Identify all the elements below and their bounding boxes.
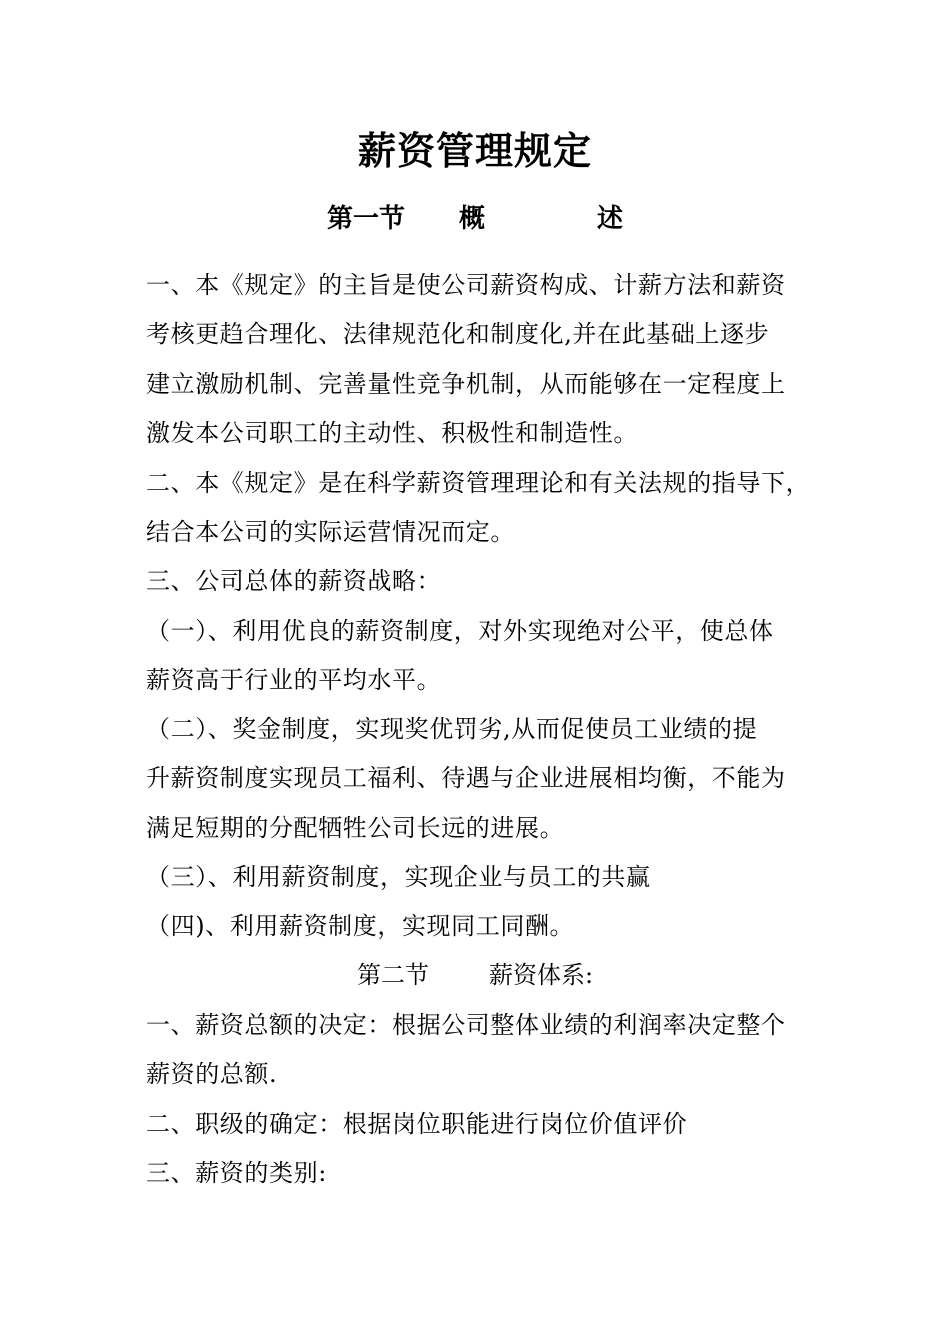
document-title: 薪资管理规定	[357, 128, 592, 173]
section-1-word-2: 述	[597, 204, 624, 234]
paragraph-line: 一、本《规定》的主旨是使公司薪资构成、计薪方法和薪资	[146, 271, 786, 299]
paragraph-line: 二、本《规定》是在科学薪资管理理论和有关法规的指导下，	[146, 469, 811, 497]
section-heading-2	[0, 957, 950, 993]
paragraph-line: 三、公司总体的薪资战略：	[146, 567, 442, 595]
section-2-word: 薪资体系:	[488, 961, 594, 989]
paragraph-line: 三、薪资的类别:	[146, 1159, 327, 1187]
paragraph-line: 升薪资制度实现员工福利、待遇与企业进展相均衡，不能为	[146, 764, 786, 792]
paragraph-line: （四)、利用薪资制度，实现同工同酬。	[146, 912, 575, 940]
paragraph-line: （三）、利用薪资制度，实现企业与员工的共赢	[146, 863, 651, 891]
paragraph-line: （二）、奖金制度，实现奖优罚劣,从而促使员工业绩的提	[146, 715, 758, 743]
paragraph-line: 结合本公司的实际运营情况而定。	[146, 518, 515, 546]
section-1-label: 第一节	[326, 204, 405, 234]
paragraph-line: 满足短期的分配牺牲公司长远的进展。	[146, 814, 565, 842]
section-heading-1	[0, 201, 950, 237]
paragraph-line: 薪资高于行业的平均水平。	[146, 666, 442, 694]
section-2-label: 第二节	[356, 961, 429, 989]
paragraph-line: （一）、利用优良的薪资制度，对外实现绝对公平，使总体	[146, 617, 774, 645]
paragraph-line: 建立激励机制、完善量性竞争机制，从而能够在一定程度上	[146, 370, 786, 398]
paragraph-line: 二、职级的确定：根据岗位职能进行岗位价值评价	[146, 1110, 688, 1138]
paragraph-line: 一、薪资总额的决定：根据公司整体业绩的利润率决定整个	[146, 1011, 786, 1039]
section-1-word-1: 概	[458, 204, 485, 234]
paragraph-line: 考核更趋合理化、法律规范化和制度化,并在此基础上逐步	[146, 320, 770, 348]
paragraph-line: 激发本公司职工的主动性、积极性和制造性。	[146, 419, 638, 447]
paragraph-line: 薪资的总额.	[146, 1060, 278, 1088]
